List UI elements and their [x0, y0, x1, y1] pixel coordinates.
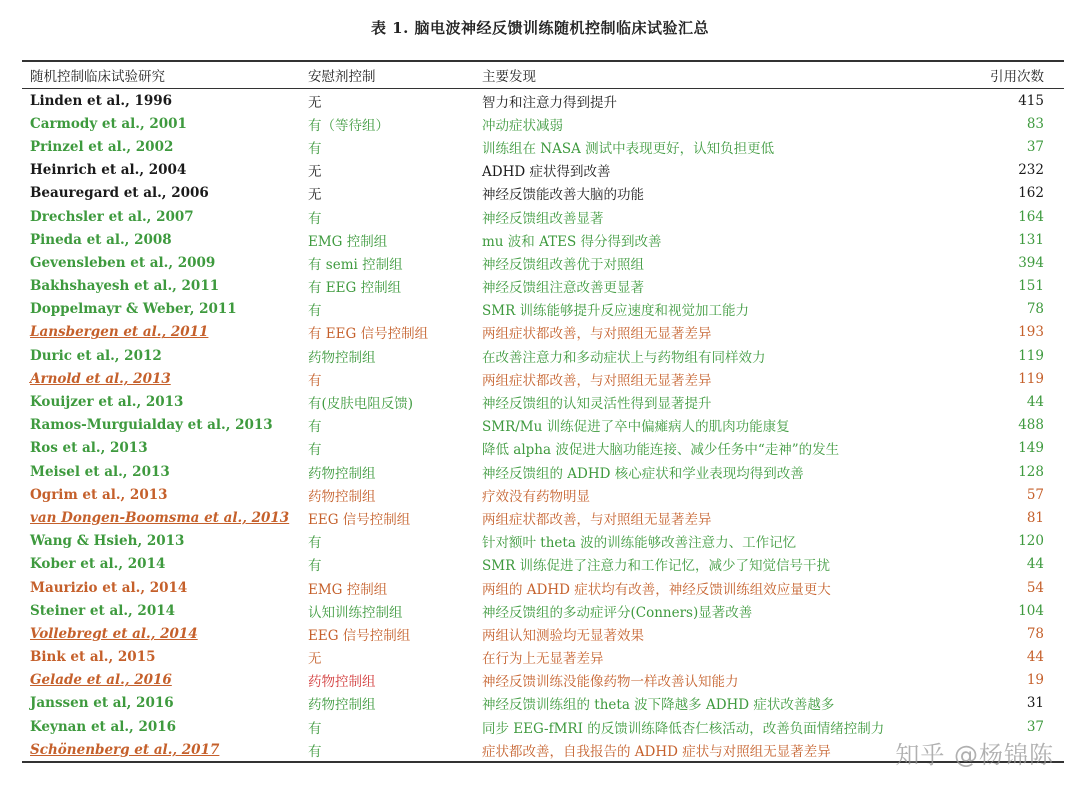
table-row	[22, 112, 1064, 135]
cell-control: 有	[308, 535, 322, 552]
cell-study: Gelade et al., 2016	[30, 672, 172, 689]
table-row	[22, 437, 1064, 460]
cell-finding: 两组症状都改善，与对照组无显著差异	[482, 372, 712, 389]
cell-citations: 149	[1018, 440, 1044, 457]
cell-citations: 57	[1026, 486, 1044, 503]
cell-finding: 两组认知测验均无显著效果	[482, 627, 644, 644]
cell-study: Vollebregt et al., 2014	[30, 625, 198, 642]
cell-study: Maurizio et al., 2014	[30, 579, 188, 596]
cell-control: EMG 控制组	[308, 581, 388, 598]
cell-finding: ADHD 症状得到改善	[482, 164, 611, 181]
cell-control: 有	[308, 743, 322, 760]
table-row	[22, 646, 1064, 669]
cell-finding: 神经反馈组注意改善更显著	[482, 280, 644, 297]
cell-citations: 394	[1018, 254, 1044, 271]
cell-citations: 162	[1018, 185, 1044, 202]
header-finding: 主要发现	[482, 69, 536, 85]
table-row	[22, 89, 1064, 113]
cell-study: Schönenberg et al., 2017	[30, 741, 220, 758]
cell-finding: 降低 alpha 波促进大脑功能连接、减少任务中“走神”的发生	[482, 442, 840, 459]
cell-citations: 19	[1026, 672, 1044, 689]
cell-finding: 训练组在 NASA 测试中表现更好，认知负担更低	[482, 140, 775, 157]
table-row	[22, 669, 1064, 692]
table-header-row	[22, 61, 1064, 89]
cell-citations: 119	[1018, 347, 1044, 364]
cell-study: Steiner et al., 2014	[30, 602, 175, 619]
table-row	[22, 414, 1064, 437]
cell-study: Ramos-Murguialday et al., 2013	[30, 417, 273, 434]
watermark: 知乎 @杨锦陈	[895, 741, 1054, 769]
cell-finding: 智力和注意力得到提升	[482, 94, 617, 111]
cell-control: 有 EEG 信号控制组	[308, 326, 429, 343]
header-control: 安慰剂控制	[308, 69, 376, 85]
cell-study: Linden et al., 1996	[30, 92, 173, 109]
cell-citations: 232	[1018, 162, 1044, 179]
cell-finding: 疗效没有药物明显	[482, 488, 590, 505]
cell-finding: 在改善注意力和多动症状上与药物组有同样效力	[482, 349, 766, 366]
cell-citations: 37	[1026, 138, 1044, 155]
cell-citations: 37	[1026, 718, 1044, 735]
cell-control: 无	[308, 164, 322, 181]
table-row	[22, 367, 1064, 390]
cell-control: EMG 控制组	[308, 233, 388, 250]
cell-study: Bink et al., 2015	[30, 649, 156, 666]
cell-control: 药物控制组	[308, 488, 376, 505]
cell-citations: 128	[1018, 463, 1044, 480]
cell-finding: mu 波和 ATES 得分得到改善	[482, 233, 662, 250]
table-row	[22, 599, 1064, 622]
cell-finding: 两组症状都改善，与对照组无显著差异	[482, 326, 712, 343]
cell-citations: 83	[1026, 115, 1044, 132]
cell-finding: 神经反馈能改善大脑的功能	[482, 187, 644, 204]
cell-control: EEG 信号控制组	[308, 627, 411, 644]
header-study: 随机控制临床试验研究	[30, 69, 165, 85]
rct-summary-table	[22, 60, 1064, 763]
cell-control: EEG 信号控制组	[308, 511, 411, 528]
cell-finding: 神经反馈组的 ADHD 核心症状和学业表现均得到改善	[482, 465, 804, 482]
cell-control: 有	[308, 419, 322, 436]
cell-citations: 488	[1018, 417, 1044, 434]
table-row	[22, 390, 1064, 413]
cell-citations: 120	[1018, 533, 1044, 550]
cell-finding: 症状都改善，自我报告的 ADHD 症状与对照组无显著差异	[482, 743, 831, 760]
table-row	[22, 135, 1064, 158]
table-row	[22, 159, 1064, 182]
table-row	[22, 553, 1064, 576]
cell-finding: 神经反馈组改善优于对照组	[482, 256, 644, 273]
cell-finding: 针对额叶 theta 波的训练能够改善注意力、工作记忆	[482, 535, 797, 552]
cell-finding: 在行为上无显著差异	[482, 651, 604, 668]
cell-citations: 151	[1018, 278, 1044, 295]
table-row	[22, 298, 1064, 321]
cell-control: 有（等待组）	[308, 117, 389, 134]
table-row	[22, 275, 1064, 298]
cell-control: 无	[308, 187, 322, 204]
cell-control: 无	[308, 94, 322, 111]
table-row	[22, 530, 1064, 553]
cell-study: Kouijzer et al., 2013	[30, 394, 184, 411]
table-row	[22, 622, 1064, 645]
cell-study: Ros et al., 2013	[30, 440, 148, 457]
cell-control: 药物控制组	[308, 674, 376, 691]
table-row	[22, 506, 1064, 529]
cell-control: 有	[308, 442, 322, 459]
table-row	[22, 460, 1064, 483]
cell-control: 药物控制组	[308, 697, 376, 714]
header-citations: 引用次数	[990, 69, 1044, 85]
cell-citations: 104	[1018, 602, 1044, 619]
cell-control: 认知训练控制组	[308, 604, 403, 621]
cell-study: Duric et al., 2012	[30, 347, 162, 364]
table-container	[22, 60, 1064, 763]
cell-study: Prinzel et al., 2002	[30, 138, 174, 155]
cell-study: Beauregard et al., 2006	[30, 185, 209, 202]
table-row	[22, 251, 1064, 274]
cell-finding: 两组症状都改善，与对照组无显著差异	[482, 511, 712, 528]
table-body	[22, 89, 1064, 763]
cell-control: 药物控制组	[308, 349, 376, 366]
cell-study: Arnold et al., 2013	[30, 370, 171, 387]
table-row	[22, 344, 1064, 367]
cell-finding: 神经反馈组改善显著	[482, 210, 604, 227]
cell-finding: 两组的 ADHD 症状均有改善，神经反馈训练组效应量更大	[482, 581, 831, 598]
cell-control: 有(皮肤电阻反馈)	[308, 396, 414, 413]
cell-citations: 164	[1018, 208, 1044, 225]
cell-study: Drechsler et al., 2007	[30, 208, 194, 225]
table-row	[22, 205, 1064, 228]
cell-finding: 同步 EEG-fMRI 的反馈训练降低杏仁核活动，改善负面情绪控制力	[482, 720, 885, 737]
cell-citations: 193	[1018, 324, 1044, 341]
cell-study: Meisel et al., 2013	[30, 463, 170, 480]
table-row	[22, 321, 1064, 344]
cell-control: 有	[308, 303, 322, 320]
cell-control: 有	[308, 372, 322, 389]
cell-study: Keynan et al., 2016	[30, 718, 177, 735]
cell-citations: 415	[1018, 92, 1044, 109]
cell-finding: SMR 训练能够提升反应速度和视觉加工能力	[482, 303, 750, 320]
cell-control: 有	[308, 720, 322, 737]
cell-citations: 81	[1026, 509, 1044, 526]
table-row	[22, 483, 1064, 506]
table-row	[22, 692, 1064, 715]
cell-citations: 78	[1026, 301, 1044, 318]
cell-citations: 44	[1026, 394, 1044, 411]
cell-study: Pineda et al., 2008	[30, 231, 172, 248]
cell-citations: 31	[1026, 695, 1044, 712]
table-row	[22, 228, 1064, 251]
cell-finding: SMR/Mu 训练促进了卒中偏瘫病人的肌肉功能康复	[482, 419, 790, 436]
cell-control: 有	[308, 140, 322, 157]
cell-study: Kober et al., 2014	[30, 556, 166, 573]
cell-study: Lansbergen et al., 2011	[30, 324, 209, 341]
cell-study: Ogrim et al., 2013	[30, 486, 168, 503]
cell-study: Carmody et al., 2001	[30, 115, 187, 132]
cell-control: 有	[308, 210, 322, 227]
cell-citations: 44	[1026, 556, 1044, 573]
cell-citations: 78	[1026, 625, 1044, 642]
cell-study: Wang & Hsieh, 2013	[30, 533, 185, 550]
cell-finding: SMR 训练促进了注意力和工作记忆，减少了知觉信号干扰	[482, 558, 831, 575]
cell-study: Gevensleben et al., 2009	[30, 254, 216, 271]
cell-study: Doppelmayr & Weber, 2011	[30, 301, 237, 318]
table-row	[22, 182, 1064, 205]
cell-control: 有	[308, 558, 322, 575]
cell-finding: 冲动症状减弱	[482, 117, 563, 134]
cell-study: Janssen et al, 2016	[30, 695, 174, 712]
cell-citations: 131	[1018, 231, 1044, 248]
cell-finding: 神经反馈训练没能像药物一样改善认知能力	[482, 674, 739, 691]
cell-control: 药物控制组	[308, 465, 376, 482]
table-row	[22, 576, 1064, 599]
cell-citations: 54	[1026, 579, 1044, 596]
cell-study: van Dongen-Boomsma et al., 2013	[30, 509, 290, 526]
cell-finding: 神经反馈组的认知灵活性得到显著提升	[482, 396, 712, 413]
cell-citations: 44	[1026, 649, 1044, 666]
cell-study: Bakhshayesh et al., 2011	[30, 278, 220, 295]
cell-control: 有 EEG 控制组	[308, 280, 402, 297]
cell-citations: 119	[1018, 370, 1044, 387]
cell-control: 有 semi 控制组	[308, 256, 403, 273]
cell-finding: 神经反馈组的多动症评分(Conners)显著改善	[482, 604, 753, 621]
table-title: 表 1. 脑电波神经反馈训练随机控制临床试验汇总	[370, 19, 710, 37]
cell-control: 无	[308, 651, 322, 668]
cell-finding: 神经反馈训练组的 theta 波下降越多 ADHD 症状改善越多	[482, 697, 835, 714]
cell-study: Heinrich et al., 2004	[30, 162, 187, 179]
